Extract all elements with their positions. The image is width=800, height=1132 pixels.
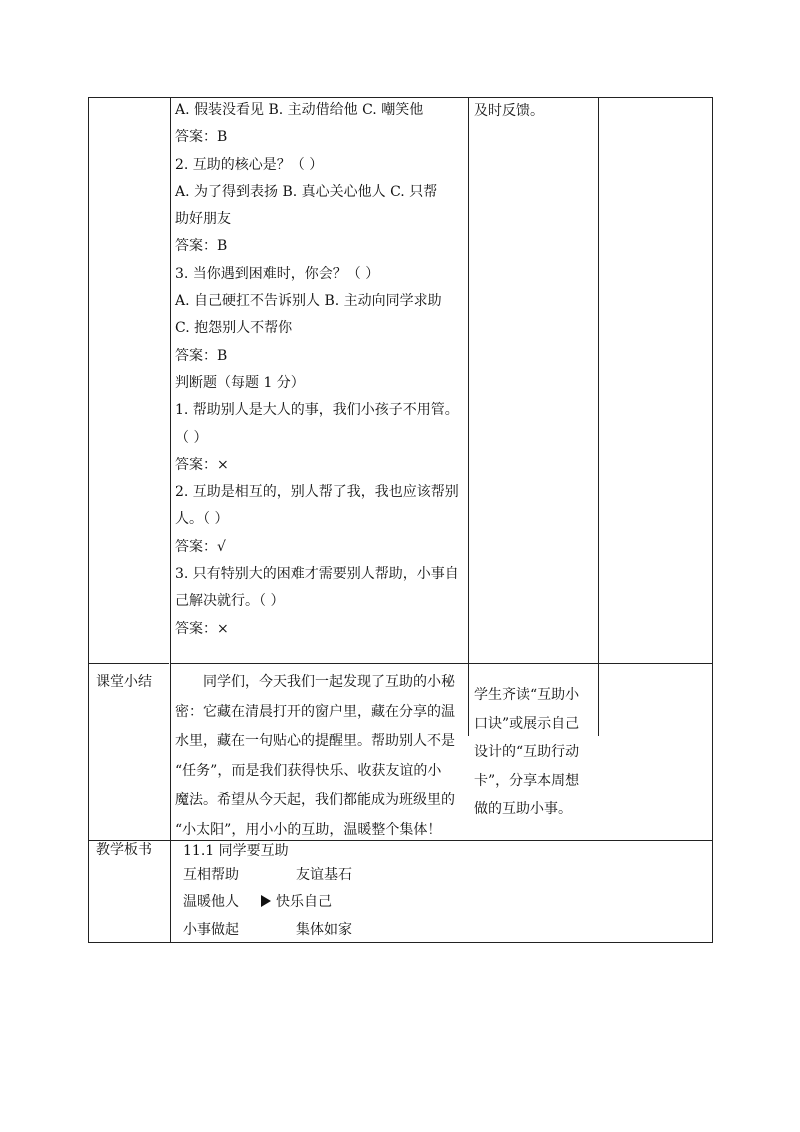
quiz-line: 答案：B <box>175 238 228 255</box>
board-title: 11.1 同学要互助 <box>183 843 289 859</box>
student-line: 设计的“互助行动 <box>474 744 580 760</box>
student-line: 做的互助小事。 <box>474 801 572 817</box>
col-divider-1 <box>170 98 171 840</box>
board-label: 教学板书 <box>96 842 152 858</box>
quiz-line: 2. 互助的核心是？（ ） <box>175 156 324 173</box>
col-divider-3 <box>598 98 599 736</box>
summary-line: “小太阳”，用小小的互助，温暖整个集体！ <box>175 821 442 838</box>
summary-teacher-text <box>175 668 475 845</box>
board-left-item: 小事做起 <box>183 922 239 938</box>
quiz-line: 助好朋友 <box>175 211 231 228</box>
row-divider-1 <box>89 663 169 664</box>
quiz-line: 答案：√ <box>175 538 226 555</box>
summary-label: 课堂小结 <box>96 674 152 690</box>
row-divider-1b <box>170 663 712 664</box>
quiz-line: 3. 当你遇到困难时，你会？（ ） <box>175 265 380 282</box>
summary-student-text <box>474 681 598 824</box>
quiz-line: 己解决就行。（ ） <box>175 593 285 610</box>
board-right-item: 快乐自己 <box>276 894 332 910</box>
board-right-item: 集体如家 <box>296 922 352 938</box>
board-right-item: 友谊基石 <box>296 867 352 883</box>
quiz-line: A. 假装没看见 B. 主动借给他 C. 嘲笑他 <box>175 102 424 118</box>
col-divider-1b <box>170 840 171 942</box>
feedback-text: 及时反馈。 <box>474 103 544 119</box>
summary-line: 水里，藏在一句贴心的提醒里。帮助别人不是 <box>175 733 455 749</box>
quiz-line: 答案：B <box>175 129 228 146</box>
quiz-content <box>175 97 475 643</box>
quiz-line: A. 为了得到表扬 B. 真心关心他人 C. 只帮 <box>175 183 438 200</box>
quiz-line: A. 自己硬扛不告诉别人 B. 主动向同学求助 <box>175 293 442 310</box>
summary-line: 同学们，今天我们一起发现了互助的小秘 <box>203 674 455 690</box>
arrow-right-icon <box>245 892 279 912</box>
quiz-line: 判断题（每题 1 分） <box>175 374 305 391</box>
quiz-line: 1. 帮助别人是大人的事，我们小孩子不用管。 <box>175 402 459 419</box>
board-left-item: 互相帮助 <box>183 867 239 883</box>
quiz-line: 答案：× <box>175 456 229 473</box>
board-left-item: 温暖他人 <box>183 894 239 910</box>
student-line: 学生齐读“互助小 <box>474 687 580 703</box>
quiz-line: 答案：× <box>175 620 229 637</box>
summary-line: 密：它藏在清晨打开的窗户里，藏在分享的温 <box>175 703 455 720</box>
quiz-line: 人。（ ） <box>175 511 229 528</box>
quiz-line: 2. 互助是相互的，别人帮了我，我也应该帮别 <box>175 484 459 501</box>
quiz-line: 答案：B <box>175 347 228 364</box>
quiz-line: 3. 只有特别大的困难才需要别人帮助，小事自 <box>175 566 459 583</box>
student-line: 卡”，分享本周想 <box>474 772 580 789</box>
summary-line: 魔法。希望从今天起，我们都能成为班级里的 <box>175 792 455 808</box>
student-line: 口诀”或展示自己 <box>474 715 580 732</box>
quiz-line: （ ） <box>175 429 208 446</box>
summary-line: “任务”，而是我们获得快乐、收获友谊的小 <box>175 762 442 779</box>
quiz-line: C. 抱怨别人不帮你 <box>175 320 293 337</box>
